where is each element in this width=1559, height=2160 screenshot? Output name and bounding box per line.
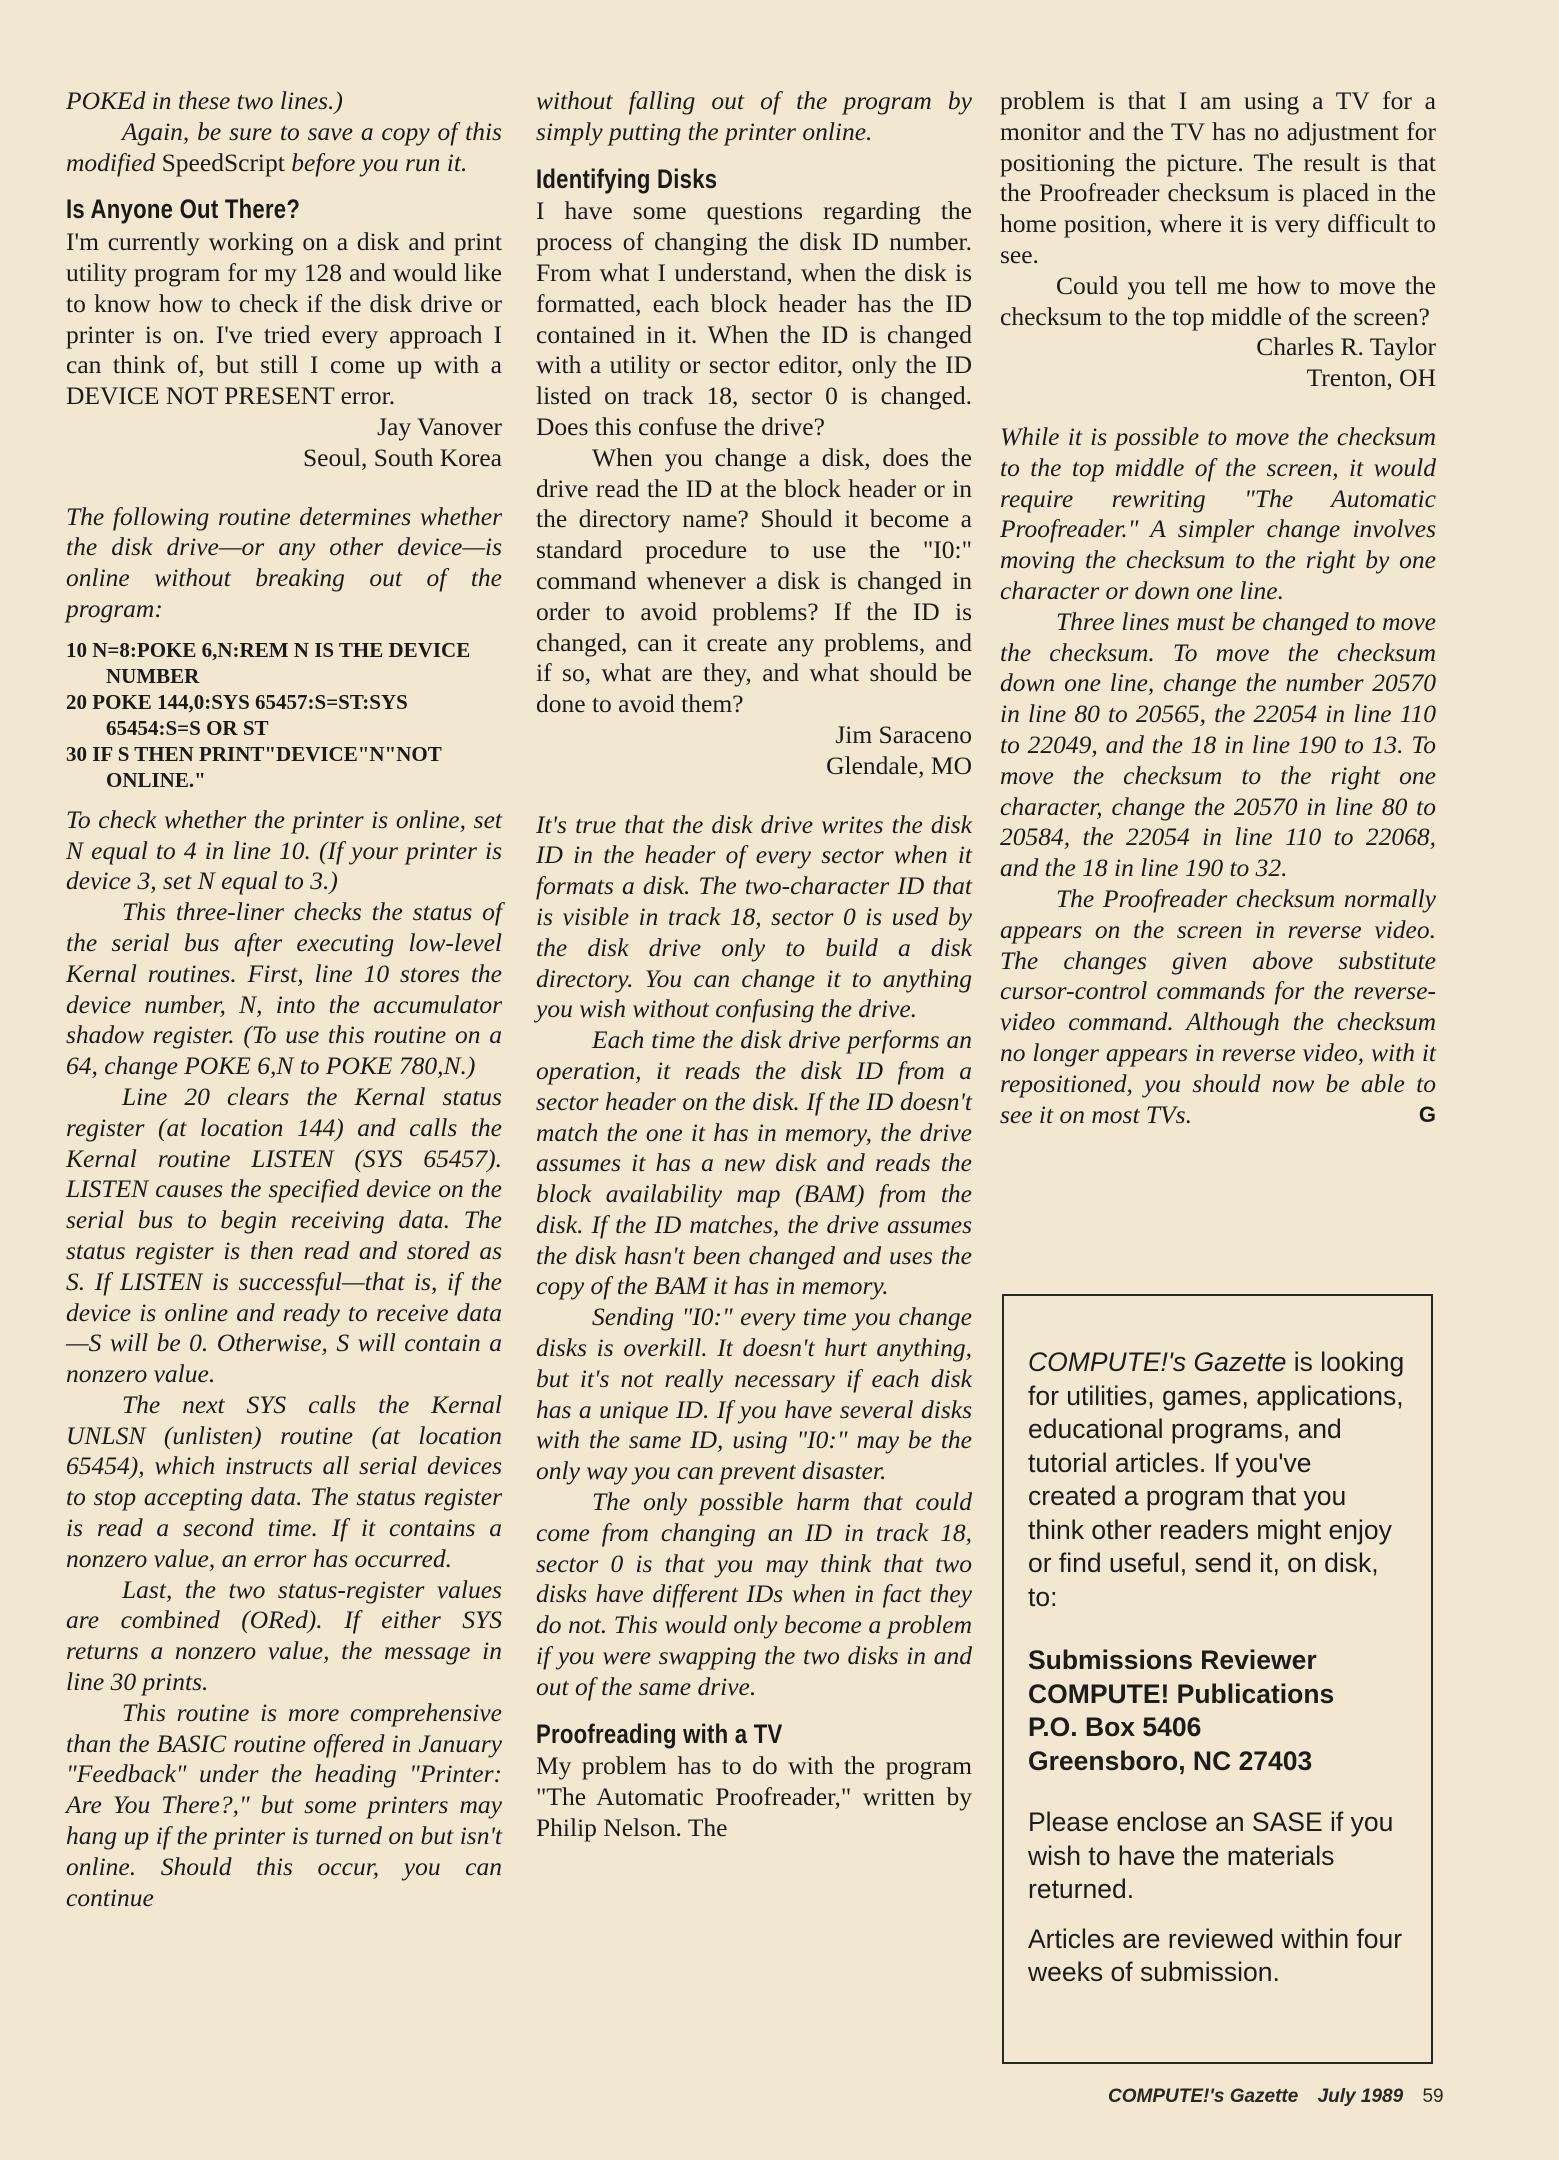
text-run: When you change a disk, does the drive read the ID at the block header or in the directory name? Should it become a standard procedure to use the "I0:" command whenever a disk is changed in order to avoid problems? If the ID is changed, can it create any problems, and if so, what are they, and what should be done to avoid them? [536,442,972,719]
spacer [1000,408,1436,422]
signature-location: Glendale, MO [826,750,972,780]
program-name: SpeedScript [161,147,285,177]
signature-name: Jay Vanover [377,411,502,441]
text-run: The following routine determines whether the disk drive—or any other device—is online without breaking out of the program: [66,501,502,623]
paragraph [66,227,502,412]
signature-location: Seoul, South Korea [302,442,502,472]
footer-magazine: COMPUTE!'s Gazette [1108,2086,1299,2107]
paragraph [536,1025,972,1302]
text-run: The Proofreader checksum normally appears on the screen in reverse video. The changes given above substitute cursor-control commands for the reverse-video command. Although the checksum no longer appears in reverse video, with it repositioned, you should now be able to see it on most TVs. [1000,883,1436,1129]
text-run: POKEd in these two lines.) [66,86,343,115]
signature-location: Trenton, OH [1306,363,1436,393]
paragraph [66,117,502,179]
submissions-box [1002,1294,1433,2064]
address-line: Greensboro, NC 27403 [1028,1745,1313,1776]
code-line: 20 POKE 144,0:SYS 65457:S=ST:SYS 65454:S=S OR ST [66,689,408,740]
paragraph [536,810,972,1026]
paragraph [66,502,502,625]
text-run: The next SYS calls the Kernal UNLSN (unlisten) routine (at location 65454), which instructs all serial devices to stop accepting data. The status register is read a second time. If it contains a nonzero value, an error has occurred. [66,1389,502,1573]
code-line: 10 N=8:POKE 6,N:REM N IS THE DEVICE NUMBER [66,637,471,688]
box-address [1028,1644,1407,1778]
text-run: Sending "I0:" every time you change disks is overkill. It doesn't hurt anything, but it's not really necessary if each disk has a unique ID. If you have several disks with the same ID, using "I0:" may be the only way you can prevent disaster. [536,1302,972,1486]
paragraph [1000,271,1436,333]
text-run: Each time the disk drive performs an operation, it reads the disk ID from a sector header on the disk. If the ID doesn't match the one it has in memory, the drive assumes it has a new disk and reads the block availability map (BAM) from the disk. If the ID matches, the drive assumes the disk hasn't been changed and uses the copy of the BAM it has in memory. [536,1025,972,1301]
box-sase: Please enclose an SASE if you wish to have the materials returned. [1028,1807,1394,1904]
section-heading: Is Anyone Out There? [66,194,301,225]
text-run: While it is possible to move the checksum to the top middle of the screen, it would require rewriting "The Automatic Proofreader." A simpler change involves moving the checksum to the right by one character or down one line. [1000,421,1436,605]
signature [1000,332,1436,394]
text-run: Three lines must be changed to move the checksum. To move the checksum down one line, change the number 20570 in line 80 to 20565, the 22054 in line 110 to 22049, and the 18 in line 190 to 13. To move the checksum to the right one character, change the 20570 in line 80 to 20584, the 22054 in line 110 to 22068, and the 18 in line 190 to 32. [1000,606,1436,883]
paragraph [536,196,972,442]
text-run: Again, be sure to save a copy of this modified [66,116,502,177]
address-line: COMPUTE! Publications [1028,1678,1335,1709]
paragraph [66,1082,502,1390]
paragraph [536,1302,972,1487]
spacer [66,488,502,502]
signature [66,412,502,474]
paragraph [536,1487,972,1703]
paragraph [536,443,972,720]
text-run: Could you tell me how to move the checksum to the top middle of the screen? [1000,270,1436,331]
spacer [536,796,972,810]
text-run: I have some questions regarding the process of changing the disk ID number. From what I understand, when the disk is formatted, each block header has the ID contained in it. When the ID is changed with a utility or sector editor, only the ID listed on track 18, sector 0 is changed. Does this confuse the drive? [536,196,972,441]
paragraph [536,1751,972,1843]
text-run: I'm currently working on a disk and print utility program for my 128 and would like to know how to check if the disk drive or printer is on. I've tried every approach I can think of, but still I come up with a DEVICE NOT PRESENT error. [66,227,502,411]
column-2 [536,86,972,1844]
text-run: To check whether the printer is online, set N equal to 4 in line 10. (If your printer is device 3, set N equal to 3.) [66,804,502,896]
paragraph [66,86,502,117]
end-of-article-mark: G [1418,1101,1436,1127]
address-line: Submissions Reviewer [1028,1645,1317,1675]
box-intro [1028,1346,1407,1614]
box-intro-text: is looking for utilities, games, applications, educational programs, and tutorial articles. If you've created a program that you think other readers might enjoy or find useful, send it, on disk, to: [1028,1347,1405,1612]
signature-name: Charles R. Taylor [1256,332,1436,362]
paragraph [66,1390,502,1575]
section-heading: Identifying Disks [536,163,718,194]
footer-issue: July 1989 [1317,2086,1404,2107]
basic-listing [66,637,502,793]
code-line: 30 IF S THEN PRINT"DEVICE"N"NOT ONLINE." [66,741,442,792]
box-intro-title: COMPUTE!'s Gazette [1028,1347,1287,1377]
page-footer [1108,2086,1444,2108]
text-run: The only possible harm that could come from changing an ID in track 18, sector 0 is that you may think that two disks have different IDs when in fact they do not. This would only become a problem if you were swapping the two disks in and out of the same drive. [536,1487,972,1701]
column-1 [66,86,502,1913]
paragraph [536,86,972,148]
paragraph [1000,607,1436,884]
paragraph [66,805,502,897]
text-run: without falling out of the program by simply putting the printer online. [536,86,972,146]
box-review: Articles are reviewed within four weeks of submission. [1028,1923,1403,1987]
text-run: It's true that the disk drive writes the disk ID in the header of every sector when it formats a disk. The two-character ID that is visible in track 18, sector 0 is used by the disk drive only to build a disk directory. You can change it to anything you wish without confusing the drive. [536,809,972,1024]
paragraph [1000,86,1436,271]
paragraph [66,1698,502,1914]
text-run: This routine is more comprehensive than the BASIC routine offered in January "Feedback" under the heading "Printer: Are You There?," but some printers may hang up if the printer is turned on but isn't online. Should this occur, you can continue [66,1697,502,1912]
text-run: before you run it. [284,147,468,177]
paragraph [1000,884,1436,1130]
section-heading: Proofreading with a TV [536,1718,783,1749]
text-run: Line 20 clears the Kernal status register (at location 144) and calls the Kernal routine LISTEN (SYS 65457). LISTEN causes the specified device on the serial bus to begin receiving data. The status register is then read and stored as S. If LISTEN is successful—that is, if the device is online and ready to receive data—S will be 0. Otherwise, S will contain a nonzero value. [66,1081,502,1389]
signature-name: Jim Saraceno [835,719,972,749]
address-line: P.O. Box 5406 [1028,1712,1202,1742]
text-run: This three-liner checks the status of the serial bus after executing low-level Kernal routines. First, line 10 stores the device number, N, into the accumulator shadow register. (To use this routine on a 64, change POKE 6,N to POKE 780,N.) [66,897,502,1081]
paragraph [66,897,502,1082]
signature [536,720,972,782]
text-run: Last, the two status-register values are combined (ORed). If either SYS returns a nonzero value, the message in line 30 prints. [66,1574,502,1697]
text-run: problem is that I am using a TV for a monitor and the TV has no adjustment for positioning the picture. The result is that the Proofreader checksum is placed in the home position, where it is very difficult to see. [1000,86,1436,269]
paragraph [66,1575,502,1698]
page-number: 59 [1422,2086,1444,2107]
column-3 [1000,86,1436,1130]
text-run: My problem has to do with the program "The Automatic Proofreader," written by Philip Nelson. The [536,1751,972,1843]
paragraph [1000,422,1436,607]
